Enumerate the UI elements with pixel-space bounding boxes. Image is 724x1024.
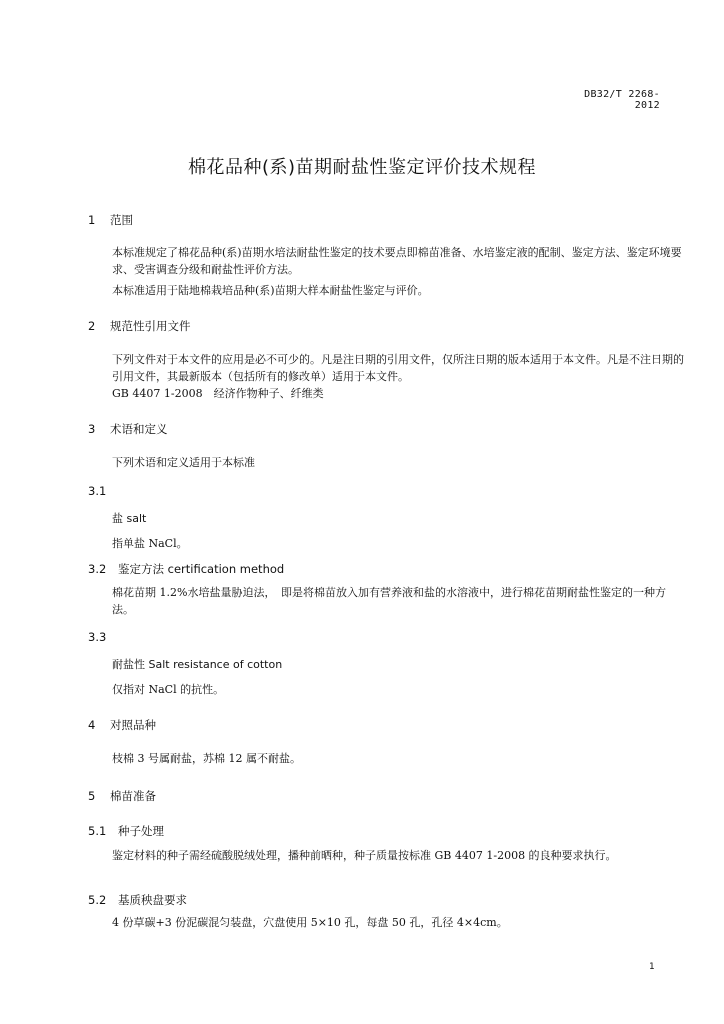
section-1-paragraph-2: 本标准适用于陆地棉栽培品种(系)苗期大样本耐盐性鉴定与评价。 bbox=[112, 284, 429, 297]
subsection-5-1-paragraph: 鉴定材料的种子需经硫酸脱绒处理，播种前晒种，种子质量按标准 GB 4407 1-2008 的良种要求执行。 bbox=[112, 849, 617, 862]
section-4-heading bbox=[88, 717, 660, 733]
term-number: 3.2 bbox=[88, 562, 107, 576]
subsection-title: 种子处理 bbox=[118, 824, 164, 838]
section-3-heading bbox=[88, 421, 660, 437]
subsection-5-2-heading bbox=[88, 892, 660, 908]
section-4-paragraph: 枝棉 3 号属耐盐，苏棉 12 属不耐盐。 bbox=[112, 752, 301, 765]
section-title: 术语和定义 bbox=[110, 422, 168, 436]
section-title: 对照品种 bbox=[110, 718, 156, 732]
page-number: 1 bbox=[649, 962, 655, 972]
subsection-number: 5.1 bbox=[88, 824, 107, 838]
section-3-paragraph: 下列术语和定义适用于本标准 bbox=[112, 456, 255, 469]
section-2-heading bbox=[88, 318, 660, 334]
subsection-5-1-heading bbox=[88, 823, 660, 839]
section-5-heading bbox=[88, 788, 660, 804]
section-number: 2 bbox=[88, 319, 96, 333]
term-3-2-heading bbox=[88, 561, 660, 577]
section-title: 棉苗准备 bbox=[110, 789, 156, 803]
term-3-1-title: 盐 salt bbox=[112, 512, 147, 525]
section-2-paragraph-1: 下列文件对于本文件的应用是必不可少的。凡是注日期的引用文件，仅所注日期的版本适用于本文件。凡是不注日期的引用文件，其最新版本（包括所有的修改单）适用于本文件。 bbox=[112, 353, 684, 383]
section-number: 4 bbox=[88, 718, 96, 732]
subsection-number: 5.2 bbox=[88, 893, 107, 907]
section-1-heading bbox=[88, 212, 660, 228]
section-number: 3 bbox=[88, 422, 96, 436]
term-3-3-title: 耐盐性 Salt resistance of cotton bbox=[112, 658, 283, 671]
term-title: 鉴定方法 certification method bbox=[118, 562, 285, 576]
term-3-1-definition: 指单盐 NaCl。 bbox=[112, 537, 188, 550]
section-title: 范围 bbox=[110, 213, 133, 227]
section-number: 1 bbox=[88, 213, 96, 227]
term-3-2-definition: 棉花苗期 1.2%水培盐量胁迫法， 即是将棉苗放入加有营养液和盐的水溶液中，进行棉花苗期耐盐性鉴定的一种方法。 bbox=[112, 586, 666, 616]
section-number: 5 bbox=[88, 789, 96, 803]
subsection-5-2-paragraph: 4 份草碳+3 份泥碳混匀装盘，穴盘使用 5×10 孔，每盘 50 孔，孔径 4×4cm。 bbox=[112, 916, 508, 929]
document-title: 棉花品种(系)苗期耐盐性鉴定评价技术规程 bbox=[187, 157, 537, 178]
term-3-3-definition: 仅指对 NaCl 的抗性。 bbox=[112, 683, 225, 696]
section-1-paragraph-1: 本标准规定了棉花品种(系)苗期水培法耐盐性鉴定的技术要点即棉苗准备、水培鉴定液的配制、鉴定方法、鉴定环境要求、受害调查分级和耐盐性评价方法。 bbox=[112, 246, 682, 276]
term-3-1-number: 3.1 bbox=[88, 484, 107, 498]
term-3-3-number: 3.3 bbox=[88, 630, 107, 644]
standard-code: DB32/T 2268-2012 bbox=[584, 89, 660, 111]
section-2-reference: GB 4407 1-2008 经济作物种子、纤维类 bbox=[112, 387, 324, 400]
section-title: 规范性引用文件 bbox=[110, 319, 191, 333]
subsection-title: 基质秧盘要求 bbox=[118, 893, 187, 907]
